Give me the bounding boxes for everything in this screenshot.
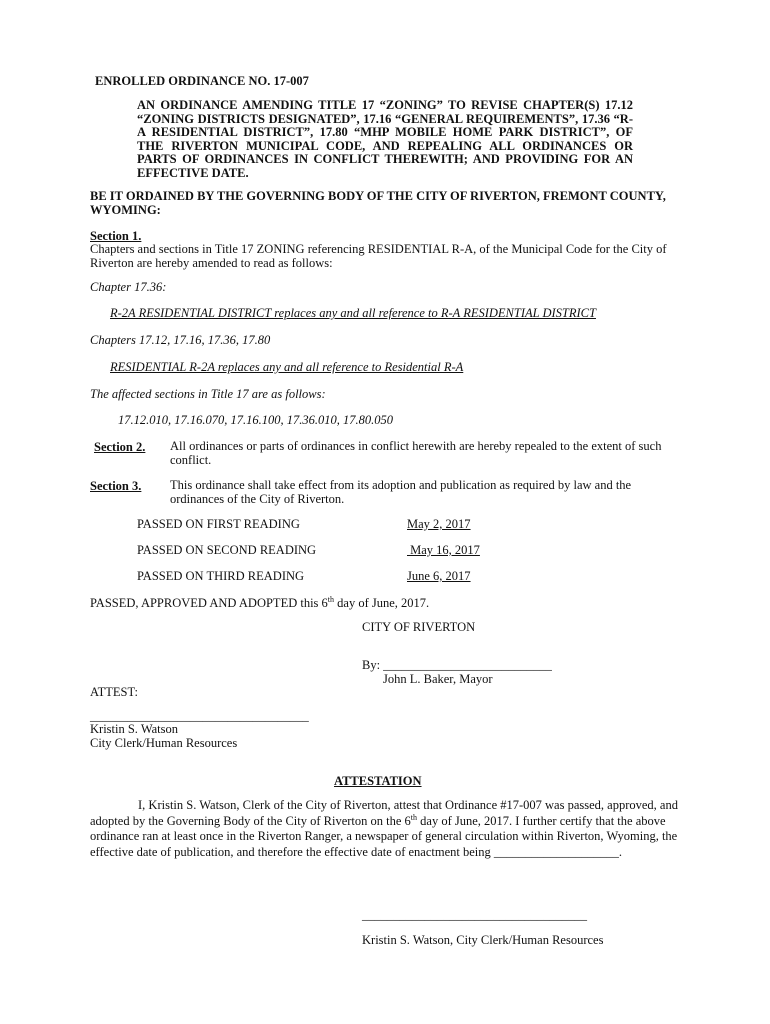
- affected-sections-label: The affected sections in Title 17 are as follows:: [90, 387, 326, 401]
- chapters-label: Chapters 17.12, 17.16, 17.36, 17.80: [90, 333, 271, 347]
- attestation-signatory: Kristin S. Watson, City Clerk/Human Resources: [362, 933, 604, 947]
- mayor-signature-line: By: ___________________________: [362, 658, 552, 672]
- mayor-name: John L. Baker, Mayor: [383, 672, 493, 686]
- section-2-body: All ordinances or parts of ordinances in conflict herewith are hereby repealed to the extent of such conflict.: [170, 439, 662, 467]
- clerk-title: City Clerk/Human Resources: [90, 736, 238, 750]
- reading-date: May 2, 2017: [407, 517, 471, 531]
- chapter-label: Chapter 17.36:: [90, 280, 167, 294]
- reading-label: PASSED ON FIRST READING: [137, 517, 300, 531]
- chapter-amendment: R-2A RESIDENTIAL DISTRICT replaces any and all reference to R-A RESIDENTIAL DISTRICT: [110, 306, 596, 320]
- reading-date: June 6, 2017: [407, 569, 471, 583]
- attest-label: ATTEST:: [90, 685, 138, 699]
- reading-date: May 16, 2017: [407, 543, 480, 557]
- affected-sections-list: 17.12.010, 17.16.070, 17.16.100, 17.36.010, 17.80.050: [118, 413, 393, 427]
- reading-label: PASSED ON SECOND READING: [137, 543, 317, 557]
- ordinance-heading: AN ORDINANCE AMENDING TITLE 17 “ZONING” TO REVISE CHAPTER(S) 17.12 “ZONING DISTRICTS DESIGNATED”, 17.16 “GENERAL REQUIREMENTS”, 17.36 “R-A RESIDENTIAL DISTRICT”, 17.80 “MHP MOBILE HOME PARK DISTRICT”, OF THE RIVERTON MUNICIPAL CODE, AND REPEALING ALL ORDINANCES OR PARTS OF ORDINANCES IN CONFLICT THEREWITH; AND PROVIDING FOR AN EFFECTIVE DATE.: [137, 98, 633, 180]
- attestation-signature-line: ____________________________________: [362, 908, 587, 922]
- section-1-body: Chapters and sections in Title 17 ZONING referencing RESIDENTIAL R-A, of the Municipal Code for the City of Riverton are hereby amended to read as follows:: [90, 242, 667, 270]
- section-2-title: Section 2.: [94, 440, 146, 454]
- attestation-paragraph: I, Kristin S. Watson, Clerk of the City of Riverton, attest that Ordinance #17-007 was passed, approved, and adopted by the Governing Body of the City of Riverton on the 6th day of June, 2017. I further certify that the above ordinance ran at least once in the Riverton Ranger, a newspaper of general circulation within Riverton, Wyoming, the effective date of publication, and therefore the effective date of enactment being ____________________.: [90, 798, 678, 859]
- clerk-signature-line: ___________________________________: [90, 709, 309, 723]
- section-3-title: Section 3.: [90, 479, 142, 493]
- attestation-heading: ATTESTATION: [334, 774, 422, 788]
- clerk-name: Kristin S. Watson: [90, 722, 179, 736]
- city-name: CITY OF RIVERTON: [362, 620, 476, 634]
- section-3-body: This ordinance shall take effect from its adoption and publication as required by law and the ordinances of the City of Riverton.: [170, 478, 632, 506]
- reading-label: PASSED ON THIRD READING: [137, 569, 305, 583]
- adoption-statement: PASSED, APPROVED AND ADOPTED this 6th day of June, 2017.: [90, 594, 430, 610]
- ordinance-title: ENROLLED ORDINANCE NO. 17-007: [95, 74, 309, 88]
- chapters-amendment: RESIDENTIAL R-2A replaces any and all reference to Residential R-A: [110, 360, 464, 374]
- enacting-clause: BE IT ORDAINED BY THE GOVERNING BODY OF THE CITY OF RIVERTON, FREMONT COUNTY, WYOMING:: [90, 189, 666, 217]
- section-1-title: Section 1.: [90, 229, 142, 243]
